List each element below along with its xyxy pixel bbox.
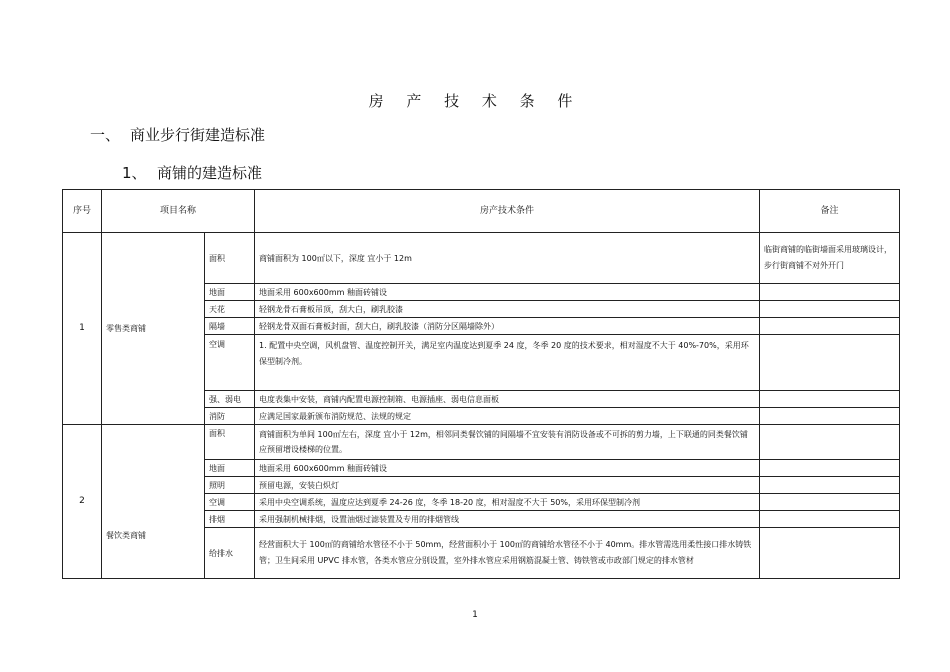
sub-item-label: 消防 [205, 408, 255, 425]
item-name: 餐饮类商铺 [102, 425, 205, 579]
sub-item-label: 空调 [205, 494, 255, 511]
sub-item-label: 强、弱电 [205, 391, 255, 408]
remark-cell [760, 460, 900, 477]
condition-text: 采用强制机械排烟，设置油烟过滤装置及专用的排烟管线 [255, 511, 760, 528]
sub-item-label: 空调 [205, 335, 255, 391]
section-number: 一、 [90, 126, 121, 144]
spec-table [62, 189, 900, 579]
condition-text: 采用中央空调系统，温度应达到夏季 24-26 度，冬季 18-20 度，相对湿度不大于 50%，采用环保型制冷剂 [255, 494, 760, 511]
header-seq: 序号 [63, 190, 102, 233]
sub-item-label: 排烟 [205, 511, 255, 528]
row-seq: 2 [63, 425, 102, 579]
row-seq: 1 [63, 233, 102, 425]
remark-cell [760, 284, 900, 301]
remark-cell [760, 318, 900, 335]
sub-item-label: 面积 [205, 233, 255, 284]
header-conditions: 房产技术条件 [255, 190, 760, 233]
item-name: 零售类商铺 [102, 233, 205, 425]
condition-text: 应满足国家最新颁布消防规范、法规的规定 [255, 408, 760, 425]
sub-item-label: 面积 [205, 425, 255, 460]
condition-text: 经营面积大于 100㎡的商铺给水管径不小于 50mm，经营面积小于 100㎡的商铺给水管径不小于 40mm。排水管需选用柔性接口排水铸铁管；卫生间采用 UPVC 排水管，各类水管应分别设置，室外排水管应采用钢筋混凝土管、铸铁管或市政部门规定的排水管材 [255, 528, 760, 579]
condition-text: 轻钢龙骨双面石膏板封面，刮大白，刷乳胶漆（消防分区隔墙除外） [255, 318, 760, 335]
document-title: 房 产 技 术 条 件 [368, 92, 582, 110]
sub-item-label: 地面 [205, 460, 255, 477]
condition-text: 电度表集中安装，商铺内配置电源控制箱、电源插座、弱电信息面板 [255, 391, 760, 408]
remark-cell [760, 425, 900, 460]
remark-cell [760, 511, 900, 528]
condition-text: 1. 配置中央空调，风机盘管、温度控制开关，满足室内温度达到夏季 24 度，冬季 20 度的技术要求，相对湿度不大于 40%-70%，采用环保型制冷剂。 [255, 335, 760, 391]
remark-cell [760, 408, 900, 425]
remark-cell [760, 494, 900, 511]
section-text: 商业步行街建造标准 [130, 126, 266, 144]
condition-text: 轻钢龙骨石膏板吊顶，刮大白，刷乳胶漆 [255, 301, 760, 318]
remark-cell [760, 477, 900, 494]
section-heading-1 [90, 124, 265, 145]
condition-text: 地面采用 600x600mm 釉面砖铺设 [255, 460, 760, 477]
sub-item-label: 隔墙 [205, 318, 255, 335]
page-number: 1 [472, 610, 478, 620]
condition-text: 商铺面积为单间 100㎡左右，深度 宜小于 12m，相邻同类餐饮铺的间隔墙不宜安装有消防设备或不可拆的剪力墙，上下联通的同类餐饮铺应预留增设楼梯的位置。 [255, 425, 760, 460]
sub-item-label: 天花 [205, 301, 255, 318]
header-item: 项目名称 [102, 190, 255, 233]
table-row [63, 233, 900, 284]
remark-cell [760, 335, 900, 391]
condition-text: 商铺面积为 100㎡以下，深度 宜小于 12m [255, 233, 760, 284]
remark-cell [760, 301, 900, 318]
remark-text: 临街商铺的临街墙面采用玻璃设计， 步行街商铺不对外开门 [760, 233, 900, 284]
sub-item-label: 给排水 [205, 528, 255, 579]
subsection-text: 商铺的建造标准 [157, 164, 263, 182]
condition-text: 地面采用 600x600mm 釉面砖铺设 [255, 284, 760, 301]
sub-item-label: 照明 [205, 477, 255, 494]
sub-item-label: 地面 [205, 284, 255, 301]
remark-cell [760, 528, 900, 579]
table-row [63, 425, 900, 460]
table-header-row [63, 190, 900, 233]
remark-cell [760, 391, 900, 408]
subsection-number: 1、 [122, 164, 147, 182]
condition-text: 预留电源，安装白炽灯 [255, 477, 760, 494]
subsection-heading-1 [122, 162, 262, 183]
header-remark: 备注 [760, 190, 900, 233]
